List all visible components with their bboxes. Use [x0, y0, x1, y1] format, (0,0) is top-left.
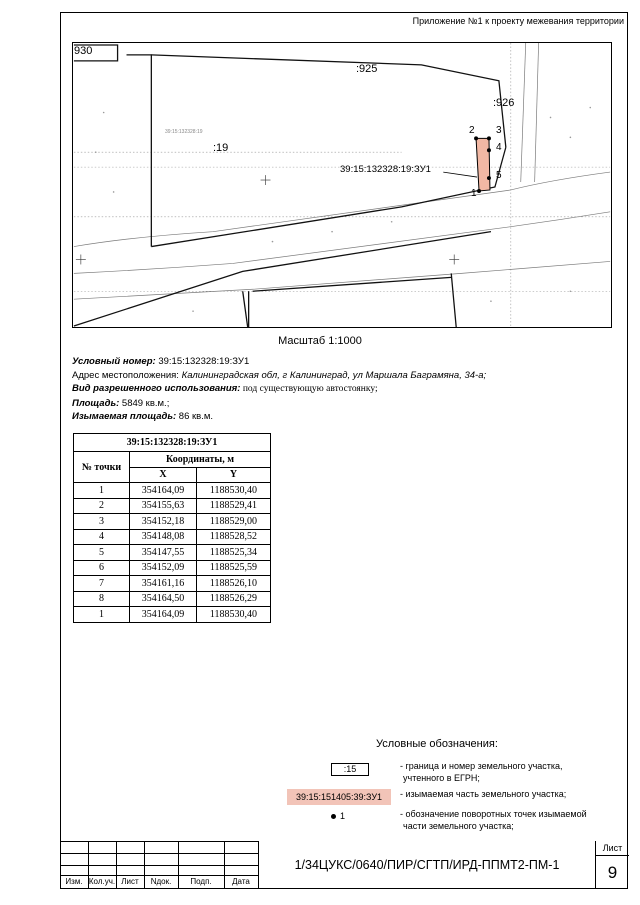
label-930: 930	[74, 45, 93, 57]
legend-title: Условные обозначения:	[376, 738, 498, 750]
area-value: 5849 кв.м.;	[119, 397, 170, 409]
taken-value: 86 кв.м.	[176, 411, 214, 422]
legend-boundary-desc-2: учтенного в ЕГРН;	[403, 773, 480, 783]
point-label-5: 5	[496, 170, 502, 181]
legend-point-desc-2: части земельного участка;	[403, 821, 514, 831]
x-cell: 354152,18	[130, 514, 197, 530]
table-row	[74, 576, 271, 592]
sheet-label: Лист	[596, 841, 629, 856]
y-cell: 1188530,40	[196, 483, 270, 499]
table-row	[74, 607, 271, 623]
point-cell: 3	[74, 514, 130, 530]
info-row-taken	[72, 410, 617, 424]
legend-point-desc-1: - обозначение поворотных точек изымаемой	[400, 809, 587, 819]
x-cell: 354164,09	[130, 483, 197, 499]
legend-boundary-sample: :15	[331, 763, 369, 776]
cond-value: 39:15:132328:19:ЗУ1	[155, 356, 250, 367]
table-row	[74, 514, 271, 530]
point-cell: 1	[74, 483, 130, 499]
faint-cadnum-label: 39:15:132328:19	[165, 129, 203, 135]
col-coords-header: Координаты, м	[130, 452, 271, 468]
sheet-block	[595, 841, 628, 889]
y-cell: 1188526,29	[196, 591, 270, 607]
turn-point-3	[487, 136, 491, 140]
table-row	[74, 591, 271, 607]
appendix-title: Приложение №1 к проекту межевания территории	[412, 16, 624, 26]
x-cell: 354148,08	[130, 529, 197, 545]
legend-seized-sample: 39:15:151405:39:ЗУ1	[287, 789, 391, 805]
table-row	[74, 529, 271, 545]
y-cell: 1188525,59	[196, 560, 270, 576]
taken-label: Изымаемая площадь:	[72, 411, 177, 422]
use-value: под существующую автостоянку;	[240, 384, 378, 394]
stamp-hdr-ndok: Nдок.	[150, 877, 172, 886]
col-y-header: Y	[196, 467, 270, 483]
document-code: 1/34ЦУКС/0640/ПИР/СГТП/ИРД-ППМТ2-ПМ-1	[258, 841, 595, 889]
coordinates-table	[73, 433, 271, 623]
label-926: :926	[493, 97, 515, 109]
label-19: :19	[213, 142, 229, 154]
x-cell: 354155,63	[130, 498, 197, 514]
title-block	[60, 841, 628, 889]
point-cell: 6	[74, 560, 130, 576]
table-title: 39:15:132328:19:ЗУ1	[74, 434, 271, 452]
point-cell: 2	[74, 498, 130, 514]
y-cell: 1188530,40	[196, 607, 270, 623]
col-point-header: № точки	[74, 452, 130, 483]
legend-point-label: 1	[340, 811, 346, 821]
y-cell: 1188526,10	[196, 576, 270, 592]
info-row-use	[72, 382, 617, 397]
callout-label: 39:15:132328:19:ЗУ1	[340, 164, 431, 175]
stamp-hdr-data: Дата	[232, 877, 250, 886]
coords-body	[74, 483, 271, 623]
seized-area-polygon	[476, 138, 490, 191]
table-row	[74, 545, 271, 561]
stamp-hdr-podp: Подп.	[190, 877, 212, 886]
y-cell: 1188525,34	[196, 545, 270, 561]
turn-point-2	[474, 136, 478, 140]
point-cell: 7	[74, 576, 130, 592]
point-dot-icon	[331, 814, 336, 819]
y-cell: 1188528,52	[196, 529, 270, 545]
point-label-1: 1	[471, 188, 477, 199]
table-row	[74, 483, 271, 499]
legend-boundary-desc-1: - граница и номер земельного участка,	[400, 761, 563, 771]
x-cell: 354147,55	[130, 545, 197, 561]
legend-point-sample	[331, 811, 345, 821]
addr-label: Адрес местоположения:	[72, 369, 182, 381]
info-row-area	[72, 397, 617, 411]
point-cell: 5	[74, 545, 130, 561]
x-cell: 354161,16	[130, 576, 197, 592]
stamp-hdr-kol: Кол.уч.	[88, 877, 116, 886]
addr-value: Калининградская обл, г Калининград, ул Маршала Баграмяна, 34-а;	[181, 369, 487, 381]
info-row-address	[72, 369, 617, 383]
legend-seized-desc: - изымаемая часть земельного участка;	[400, 789, 567, 799]
scale-label: Масштаб 1:1000	[278, 335, 362, 347]
map-drawing	[73, 43, 611, 327]
y-cell: 1188529,00	[196, 514, 270, 530]
sheet-number: 9	[607, 863, 618, 882]
table-row	[74, 560, 271, 576]
stamp-hdr-izm: Изм.	[65, 877, 83, 886]
parcel-info	[72, 355, 617, 424]
point-label-4: 4	[496, 142, 502, 153]
point-cell: 1	[74, 607, 130, 623]
use-label: Вид разрешенного использования:	[72, 383, 241, 394]
label-925: :925	[356, 63, 378, 75]
x-cell: 354164,50	[130, 591, 197, 607]
table-row	[74, 498, 271, 514]
stamp-hdr-list: Лист	[121, 877, 139, 886]
info-row-cond	[72, 355, 617, 369]
col-x-header: X	[130, 467, 197, 483]
turn-point-5	[487, 176, 491, 180]
turn-point-4	[487, 148, 491, 152]
x-cell: 354164,09	[130, 607, 197, 623]
point-label-3: 3	[496, 125, 502, 136]
point-label-2: 2	[469, 125, 475, 136]
point-cell: 4	[74, 529, 130, 545]
area-label: Площадь:	[72, 397, 120, 409]
cond-label: Условный номер:	[72, 356, 156, 367]
y-cell: 1188529,41	[196, 498, 270, 514]
x-cell: 354152,09	[130, 560, 197, 576]
cadastral-map	[72, 42, 612, 328]
turn-point-1	[477, 189, 481, 193]
stamp-grid	[60, 841, 258, 889]
point-cell: 8	[74, 591, 130, 607]
